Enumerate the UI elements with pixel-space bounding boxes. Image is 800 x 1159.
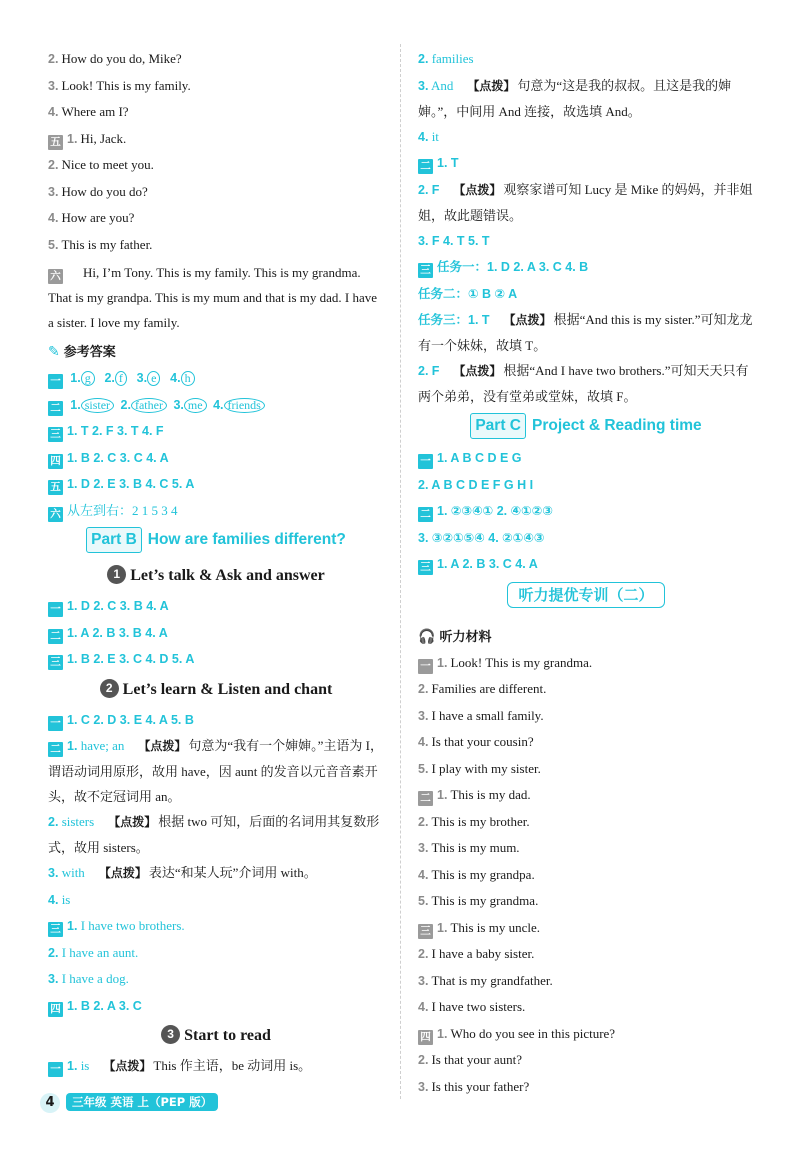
list-item: 4. I have two sisters. [418, 999, 526, 1014]
answer-row: 四 1. B 2. A 3. C [48, 993, 384, 1020]
part-heading: Part B How are families different? [48, 527, 384, 557]
section-badge: 二 [418, 507, 433, 522]
answer-row: 二 1. ②③④① 2. ④①②③ [418, 498, 754, 525]
list-item: 4. Is that your cousin? [418, 734, 534, 749]
page-number: 4 [40, 1093, 60, 1113]
circled-answer: sister [81, 398, 114, 413]
pen-icon: ✎ [48, 343, 60, 359]
answer-row: 一 1. C 2. D 3. E 4. A 5. B [48, 707, 384, 734]
circled-answer: friends [224, 398, 265, 413]
answer-row: 四 1. B 2. C 3. C 4. A [48, 445, 384, 472]
circled-answer: e [147, 371, 160, 386]
part-heading: Part C Project & Reading time [418, 413, 754, 443]
answer-row: 二 1. T [418, 150, 754, 177]
answer-row: 一 1. D 2. C 3. B 4. A [48, 593, 384, 620]
circled-answer: h [181, 371, 195, 386]
answer-row: 4. it [418, 128, 439, 144]
list-item: 2. How do you do, Mike? [48, 51, 182, 66]
list-item: 4. How are you? [48, 210, 135, 225]
list-item: 2. Is that your aunt? [418, 1052, 523, 1067]
material-heading: 🎧 听力材料 [418, 627, 492, 644]
section-badge: 五 [48, 135, 63, 150]
answer-row: 2. A B C D E F G H I [418, 477, 534, 492]
answer-explanation: 二 1. have; an 【点拨】 句意为“我有一个婶婶。”主语为 I，谓语动词用原形，故用 have，因 aunt 的发音以元音音素开头，故不定冠词用 an。 [48, 738, 383, 804]
section-badge: 一 [418, 659, 433, 674]
list-item: 5. This is my father. [48, 236, 153, 252]
list-item: 四 1. Who do you see in this picture? [418, 1021, 754, 1048]
list-item: 五 1. Hi, Jack. [48, 126, 384, 153]
list-item: 3. Look! This is my family. [48, 77, 191, 93]
lesson-heading: 3 Start to read [48, 1019, 384, 1053]
section-badge: 四 [418, 1030, 433, 1045]
lesson-number: 2 [100, 679, 119, 698]
answer-row: 4. is [48, 891, 71, 907]
answer-row: 2. I have an aunt. [48, 944, 139, 960]
list-item: 2. Nice to meet you. [48, 157, 154, 172]
answer-row: 六 从左到右：2 1 5 3 4 [48, 498, 384, 524]
answer-row: 3. F 4. T 5. T [418, 233, 490, 248]
section-badge: 六 [48, 507, 63, 522]
answer-row: 五 1. D 2. E 3. B 4. C 5. A [48, 471, 384, 498]
answer-explanation: 一 1. is 【点拨】 This 作主语，be 动词用 is。 [48, 1053, 384, 1080]
list-item: 一 1. Look! This is my grandma. [418, 650, 754, 677]
section-badge: 三 [418, 263, 433, 278]
headphones-icon: 🎧 [418, 627, 436, 644]
answer-explanation: 任务三：1. T 【点拨】 根据“And this is my sister.”可知龙龙有一个妹妹，故填 T。 [418, 312, 753, 353]
answer-row: 三 1. I have two brothers. [48, 913, 384, 940]
list-item: 二 1. This is my dad. [418, 782, 754, 809]
answers-heading: ✎ 参考答案 [48, 343, 116, 359]
answer-row: 2. families [418, 51, 474, 66]
section-badge: 三 [48, 922, 63, 937]
left-column [48, 46, 384, 1080]
answer-row: 3. I have a dog. [48, 971, 129, 986]
page-footer [40, 1093, 218, 1115]
answer-row: 任务二：① B ② A [418, 286, 518, 301]
list-item: 2. I have a baby sister. [418, 946, 535, 961]
section-badge: 一 [48, 716, 63, 731]
answer-row: 一 1. A B C D E G [418, 445, 754, 472]
lesson-number: 1 [107, 565, 126, 584]
list-item: 2. Families are different. [418, 681, 547, 696]
section-badge: 五 [48, 480, 63, 495]
section-badge: 四 [48, 1002, 63, 1017]
list-item: 5. I play with my sister. [418, 760, 541, 776]
answer-explanation: 2. F 【点拨】 根据“And I have two brothers.”可知天天只有两个弟弟，没有堂弟或堂妹，故填 F。 [418, 363, 749, 404]
lesson-heading: 2 Let’s learn & Listen and chant [48, 673, 384, 707]
section-badge: 二 [418, 159, 433, 174]
section-badge: 一 [48, 1062, 63, 1077]
list-item: 3. How do you do? [48, 183, 148, 199]
list-item: 3. That is my grandfather. [418, 972, 553, 988]
right-column [418, 46, 754, 1100]
section-badge: 二 [48, 629, 63, 644]
section-badge: 一 [48, 374, 63, 389]
circled-answer: f [115, 371, 127, 386]
answer-row: 二 1. sister 2. father 3. me 4. friends [48, 392, 384, 419]
section-badge: 二 [418, 791, 433, 806]
circled-answer: g [81, 371, 95, 386]
answer-row: 三 1. A 2. B 3. C 4. A [418, 551, 754, 578]
section-badge: 三 [418, 560, 433, 575]
lesson-number: 3 [161, 1025, 180, 1044]
circled-answer: father [131, 398, 167, 413]
section-badge: 一 [418, 454, 433, 469]
answer-row: 二 1. A 2. B 3. B 4. A [48, 620, 384, 647]
answer-explanation: 3. with 【点拨】 表达“和某人玩”介词用 with。 [48, 865, 317, 880]
answer-explanation: 2. sisters 【点拨】 根据 two 可知，后面的名词用其复数形式，故用 sisters。 [48, 814, 380, 855]
list-item: 4. This is my grandpa. [418, 866, 535, 882]
section-badge: 一 [48, 602, 63, 617]
answer-row: 一 1. g 2. f 3. e 4. h [48, 365, 384, 392]
list-item: 4. Where am I? [48, 104, 129, 119]
answer-row: 3. ③②①⑤④ 4. ②①④③ [418, 530, 545, 545]
special-training-heading: 听力提优专训（二） [418, 582, 754, 620]
list-item: 3. I have a small family. [418, 707, 544, 723]
section-badge: 二 [48, 742, 63, 757]
passage: 六 Hi, I’m Tony. This is my family. This is my grandma. That is my grandpa. This is my mum and that is my dad. I have a sister. I love my family. [48, 265, 378, 330]
answer-row: 三 1. T 2. F 3. T 4. F [48, 418, 384, 445]
list-item: 3. Is this your father? [418, 1078, 530, 1094]
section-badge: 六 [48, 269, 63, 284]
answer-explanation: 2. F 【点拨】 观察家谱可知 Lucy 是 Mike 的妈妈，并非姐姐，故此题错误。 [418, 181, 753, 223]
section-badge: 三 [48, 655, 63, 670]
part-tag: Part B [86, 527, 142, 553]
column-divider [400, 44, 401, 1099]
list-item: 三 1. This is my uncle. [418, 915, 754, 942]
part-tag: Part C [470, 413, 526, 439]
answer-explanation: 3. And 【点拨】 句意为“这是我的叔叔。且这是我的婶婶。”，中间用 And 连接，故选填 And。 [418, 77, 732, 119]
answer-row: 三 1. B 2. E 3. C 4. D 5. A [48, 646, 384, 673]
list-item: 5. This is my grandma. [418, 893, 539, 908]
circled-answer: me [184, 398, 207, 413]
section-badge: 三 [418, 924, 433, 939]
section-badge: 二 [48, 401, 63, 416]
section-badge: 四 [48, 454, 63, 469]
lesson-heading: 1 Let’s talk & Ask and answer [48, 559, 384, 593]
list-item: 2. This is my brother. [418, 813, 530, 829]
answer-row: 三 任务一：1. D 2. A 3. C 4. B [418, 254, 754, 281]
list-item: 3. This is my mum. [418, 840, 520, 855]
section-badge: 三 [48, 427, 63, 442]
book-title: 三年级 英语 上（PEP 版） [66, 1093, 218, 1111]
